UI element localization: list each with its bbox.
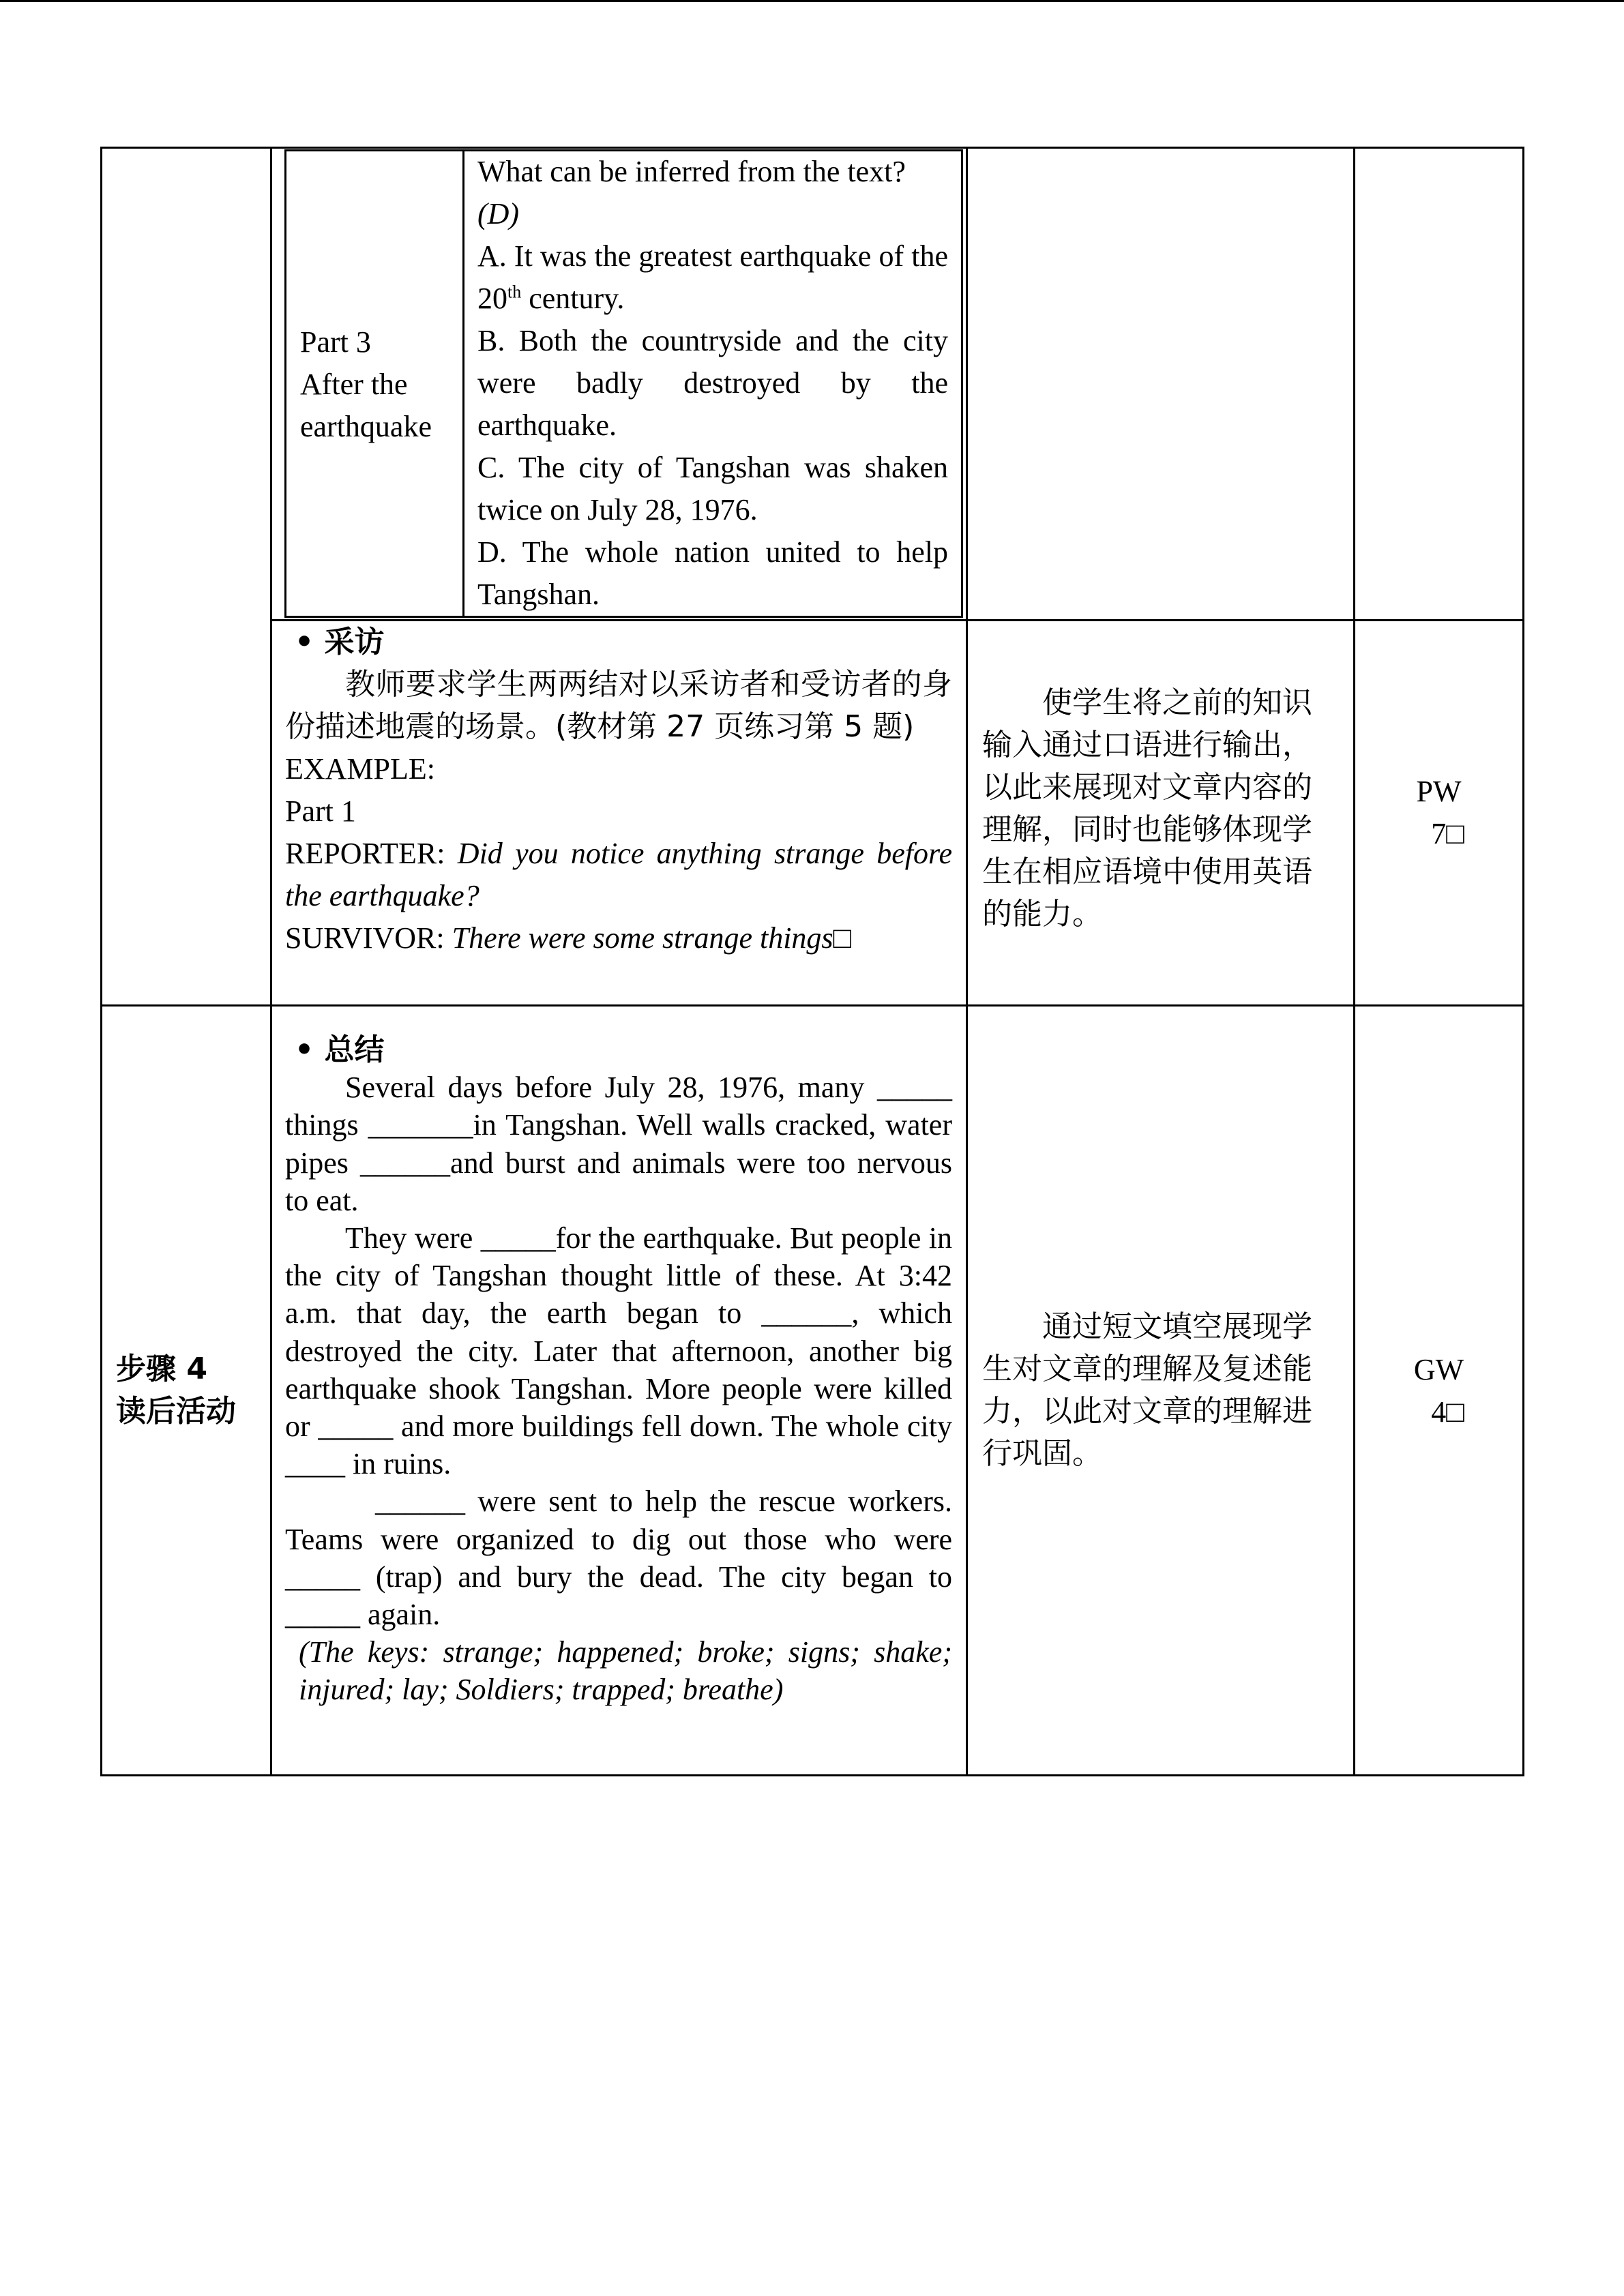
- summary-minutes: 4□: [1431, 1395, 1464, 1429]
- interview-activity: [285, 621, 952, 959]
- question-text: What can be inferred from the text?: [477, 155, 906, 188]
- summary-mode: GW: [1413, 1353, 1464, 1386]
- option-b: B. Both the countryside and the city were badly destroyed by the earthquake.: [477, 324, 948, 442]
- part-label-line: After the: [300, 368, 408, 401]
- inference-question-block: [477, 151, 948, 616]
- summary-mode-time: [1355, 1349, 1522, 1433]
- page-top-border: [0, 0, 1624, 2]
- table-bottom-border: [100, 1774, 1524, 1776]
- inner-table-right: [961, 149, 963, 618]
- option-a: [477, 235, 948, 320]
- interview-mode-time: [1355, 771, 1522, 855]
- inner-table-bottom: [284, 616, 963, 618]
- step-number: 步骤 4: [116, 1352, 207, 1386]
- answer-text: (D): [477, 197, 520, 230]
- example-label: EXAMPLE:: [285, 752, 435, 786]
- interview-mode: PW: [1416, 775, 1462, 808]
- step-label: [116, 1348, 266, 1433]
- part-label-line: earthquake: [300, 410, 432, 443]
- option-a-superscript: th: [507, 282, 522, 302]
- inner-table-left: [284, 149, 286, 618]
- table-left-border: [100, 147, 102, 1776]
- reporter-question: Did you notice anything strange before the earthquake?: [285, 837, 952, 912]
- interview-purpose: 使学生将之前的知识输入通过口语进行输出，以此来展现对文章内容的理解，同时也能够体现学生在相应语境中使用英语的能力。: [982, 685, 1312, 931]
- summary-purpose: 通过短文填空展现学生对文章的理解及复述能力，以此对文章的理解进行巩固。: [982, 1309, 1312, 1471]
- summary-activity: [285, 1031, 952, 1709]
- survivor-line: [285, 917, 952, 959]
- table-col-divider-1: [270, 147, 272, 1776]
- option-a-tail: century.: [521, 282, 625, 315]
- table-top-border: [100, 147, 1524, 149]
- step-title: 读后活动: [116, 1394, 236, 1429]
- inner-table-divider: [462, 149, 464, 618]
- option-c: C. The city of Tangshan was shaken twice on July 28, 1976.: [477, 451, 948, 526]
- interview-minutes: 7□: [1431, 817, 1464, 850]
- summary-paragraph-3: ______ were sent to help the rescue workers. Teams were organized to dig out those who were _____ (trap) and bury the dead. The city began to _____ again.: [285, 1485, 952, 1632]
- summary-keys: (The keys: strange; happened; broke; signs; shake; injured; lay; Soldiers; trapped; breathe): [299, 1635, 952, 1707]
- table-col-divider-2: [966, 147, 968, 1776]
- part-label-line: Part 3: [300, 325, 371, 359]
- option-d: D. The whole nation united to help Tangshan.: [477, 535, 948, 611]
- interview-heading: • 采访: [295, 625, 385, 659]
- example-part: Part 1: [285, 794, 356, 828]
- option-a-text: A. It was the greatest earthquake of the 20: [477, 239, 948, 315]
- table-right-border: [1522, 147, 1524, 1776]
- reporter-label: REPORTER:: [285, 837, 445, 870]
- survivor-answer: There were some strange things□: [452, 921, 852, 955]
- summary-heading: • 总结: [295, 1032, 385, 1067]
- survivor-label: SURVIVOR:: [285, 921, 445, 955]
- reporter-line: [285, 833, 952, 917]
- summary-paragraph-1: Several days before July 28, 1976, many _____ things _______in Tangshan. Well walls cracked, water pipes ______and burst and animals were too nervous to eat.: [285, 1071, 952, 1217]
- interview-instruction: 教师要求学生两两结对以采访者和受访者的身份描述地震的场景。(教材第 27 页练习第 5 题): [285, 667, 952, 744]
- table-col-divider-3: [1353, 147, 1355, 1776]
- summary-paragraph-2: They were _____for the earthquake. But people in the city of Tangshan thought little of these. At 3:42 a.m. that day, the earth began to ______, which destroyed the city. Later that afternoon, another big earthquake shook Tangshan. More people were killed or _____ and more buildings fell down. The whole city ____ in ruins.: [285, 1221, 952, 1481]
- part-label: [300, 321, 457, 448]
- table-row-divider-2: [100, 1004, 1524, 1007]
